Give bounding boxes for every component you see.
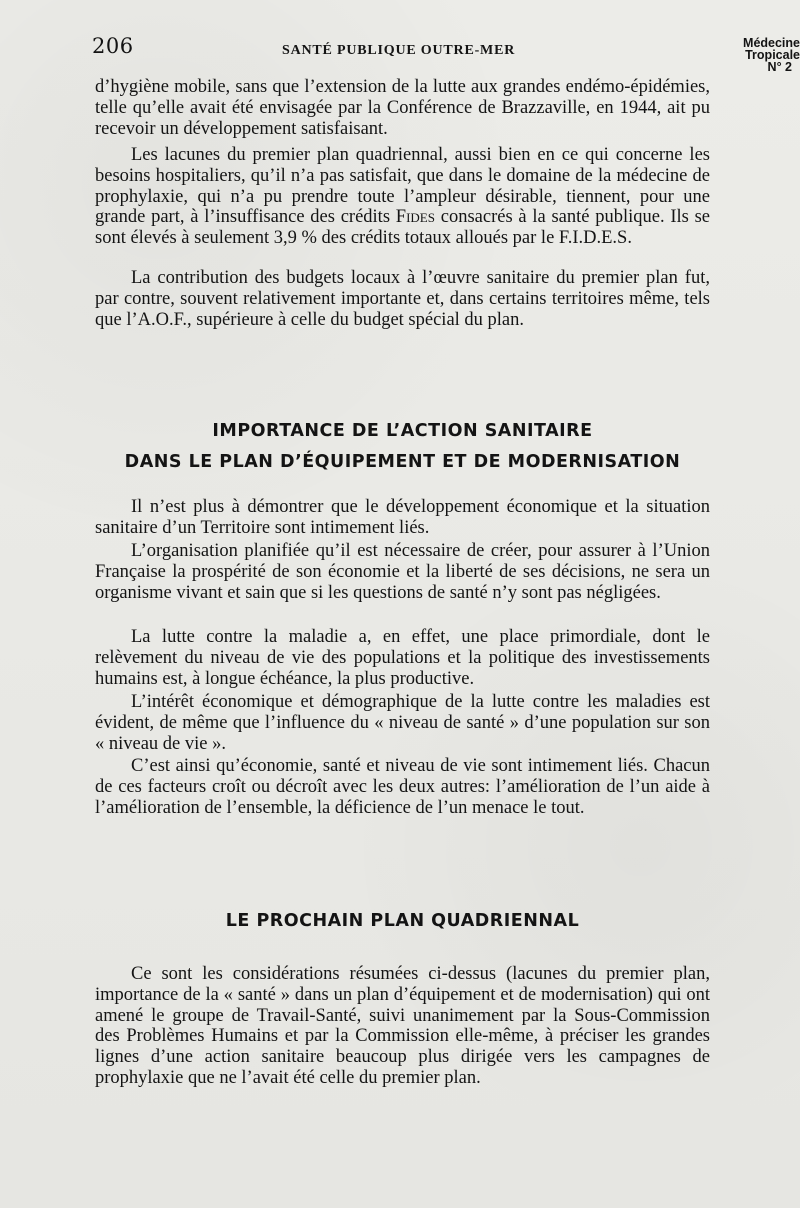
paragraph: Ce sont les considérations résumées ci-dessus (lacunes du premier plan, importance de la « santé » dans un plan d’équipement et de modernisation) qui ont amené le groupe de Travail-Santé, suivi unanimement par la Sous-Commission des Problèmes Humains et par la Commission elle-même, à préciser les grandes lignes d’une action sanitaire beaucoup plus dirigée vers les campagnes de prophylaxie que ne l’avait été celle du premier plan. [95, 964, 710, 1088]
section-heading-prochain-plan: LE PROCHAIN PLAN QUADRIENNAL [225, 911, 580, 931]
paragraph: Il n’est plus à démontrer que le développement économique et la situation sanitaire d’un Territoire sont intimement liés. [95, 497, 710, 538]
paragraph [95, 145, 710, 249]
paragraph: L’organisation planifiée qu’il est nécessaire de créer, pour assurer à l’Union Française la prospérité de son économie et la liberté de ses décisions, ne sera un organisme vivant et sain que si les questions de santé n’y sont pas négligées. [95, 541, 710, 603]
section-heading-importance [95, 416, 710, 478]
paragraph: d’hygiène mobile, sans que l’extension de la lutte aux grandes endémo-épidémies, telle qu’elle avait été envisagée par la Conférence de Brazzaville, en 1944, ait pu recevoir un développement satisfaisant. [95, 77, 710, 139]
paragraph-text: Les lacunes du premier plan quadriennal, aussi bien en ce qui concerne les besoins hospitaliers, qu’il n’a pas satisfait, que dans le domaine de la médecine de prophylaxie, qui n’a pu prendre toute l’ampleur désirable, tiennent, pour une grande part, à l’insuffisance des crédits [95, 145, 710, 228]
paragraph: La lutte contre la maladie a, en effet, une place primordiale, dont le relèvement du niveau de vie des populations et la politique des investissements humains est, à longue échéance, la plus productive. [95, 627, 710, 689]
page-number: 206 [92, 34, 134, 58]
journal-tag-line: Tropicale [745, 48, 800, 62]
paragraph: L’intérêt économique et démographique de la lutte contre les maladies est évident, de même que l’influence du « niveau de santé » d’une population sur son « niveau de vie ». [95, 692, 710, 754]
paragraph: La contribution des budgets locaux à l’œuvre sanitaire du premier plan fut, par contre, souvent relativement importante et, dans certains territoires même, tels que l’A.O.F., supérieure à celle du budget spécial du plan. [95, 268, 710, 330]
journal-tag [730, 37, 800, 73]
running-title: SANTÉ PUBLIQUE OUTRE-MER [282, 43, 516, 58]
section-heading-line: DANS LE PLAN D’ÉQUIPEMENT ET DE MODERNISATION [124, 452, 681, 472]
section-heading-line: IMPORTANCE DE L’ACTION SANITAIRE [212, 421, 593, 441]
fides-abbreviation: Fides [395, 207, 435, 228]
journal-tag-line: N° 2 [767, 60, 792, 74]
journal-tag-line: Médecine [743, 36, 800, 50]
paragraph: C’est ainsi qu’économie, santé et niveau de vie sont intimement liés. Chacun de ces facteurs croît ou décroît avec les deux autres: l’amélioration de l’un aide à l’amélioration de l’ensemble, la déficience de l’un menace le tout. [95, 756, 710, 818]
paragraph-text: consacrés à la santé publique. Ils se sont élevés à seulement 3,9 % des crédits totaux alloués par le F.I.D.E.S. [95, 207, 711, 249]
